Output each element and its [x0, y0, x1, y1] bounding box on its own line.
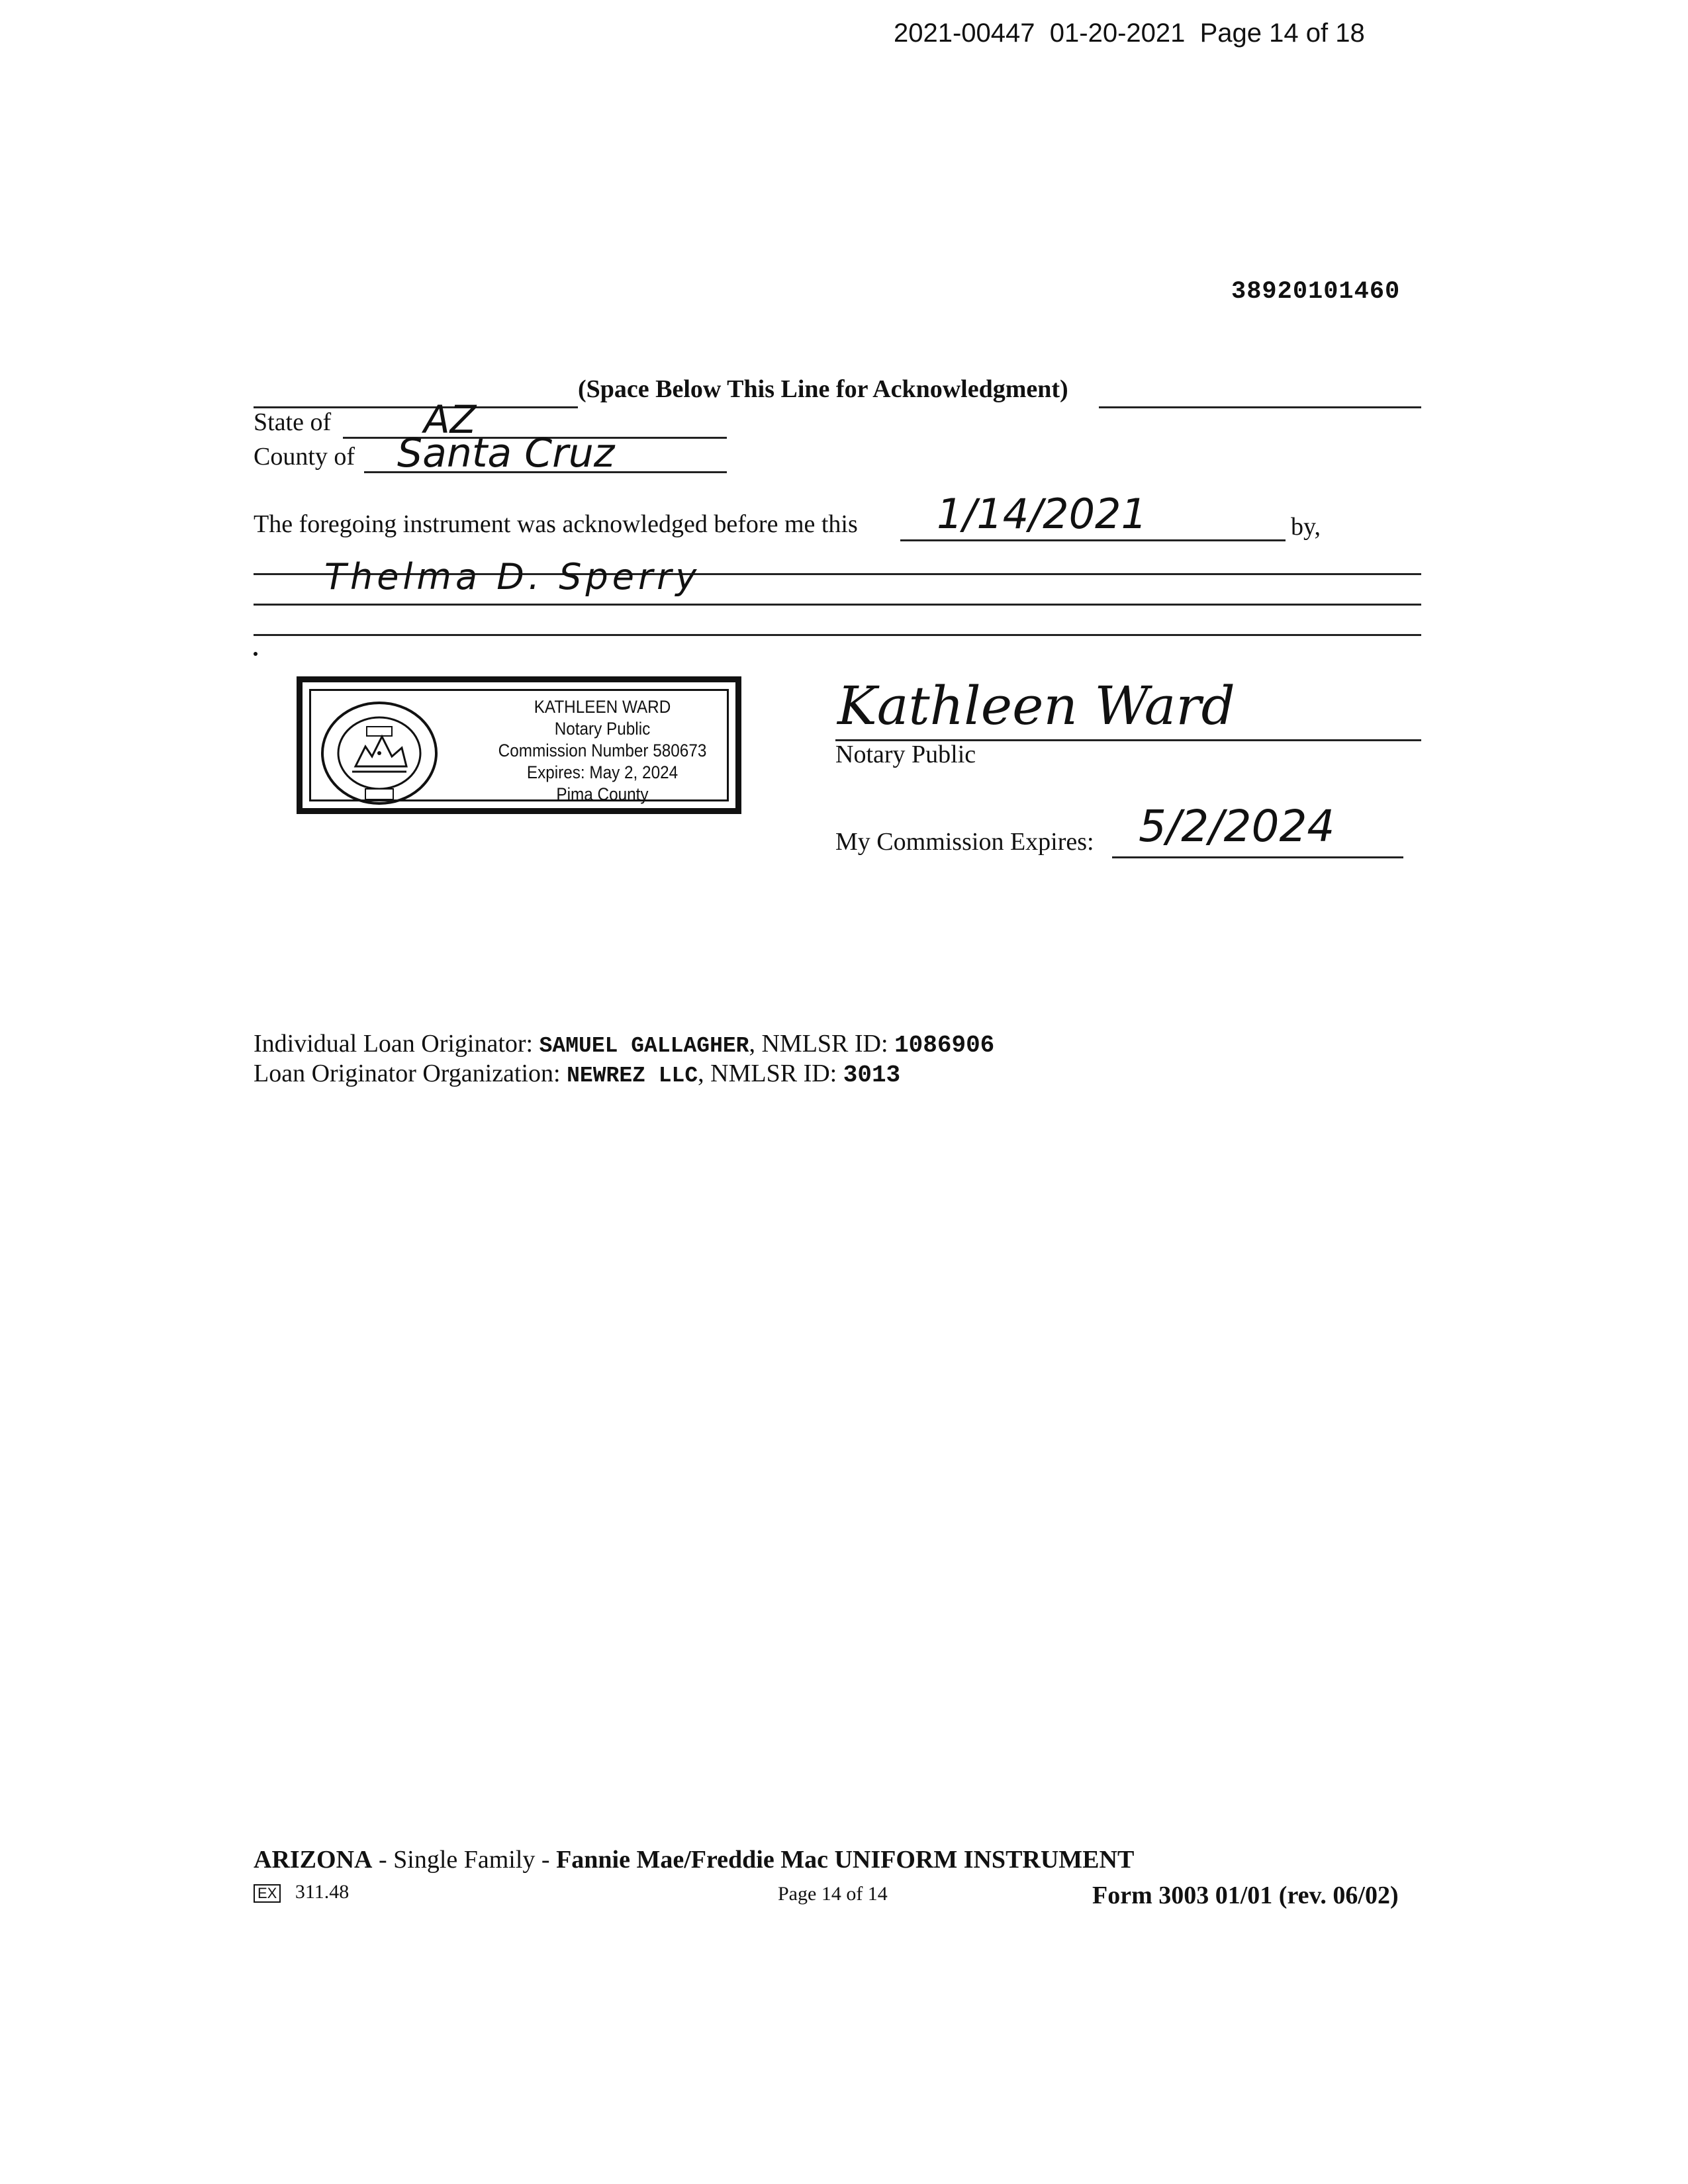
state-handwritten: AZ	[424, 397, 477, 442]
recording-page: Page 14 of 18	[1199, 19, 1365, 48]
recording-date: 01-20-2021	[1049, 19, 1186, 48]
recording-header	[894, 19, 1365, 48]
by-label: by,	[1291, 513, 1321, 541]
acknowledgment-heading: (Space Below This Line for Acknowledgment)	[578, 375, 1068, 403]
footer-state: ARIZONA	[254, 1846, 373, 1874]
signer-line-3	[254, 634, 1421, 636]
seal-inner-border	[309, 689, 729, 804]
signer-name-handwritten: Thelma D. Sperry	[324, 556, 701, 598]
footer-page: Page 14 of 14	[778, 1883, 888, 1905]
footer-title	[254, 1845, 1134, 1874]
org-nmlsr-label: , NMLSR ID:	[698, 1060, 837, 1087]
county-label: County of	[254, 443, 355, 471]
state-label: State of	[254, 408, 332, 436]
individual-originator-label: Individual Loan Originator:	[254, 1030, 534, 1058]
seal-notary-title: Notary Public	[554, 719, 651, 739]
footer-ex-code	[254, 1881, 349, 1903]
ex-logo-icon: EX	[254, 1884, 281, 1903]
notary-signature-handwritten: Kathleen Ward	[837, 675, 1235, 737]
commission-expires-label: My Commission Expires:	[835, 828, 1094, 856]
loan-number: 38920101460	[1231, 278, 1401, 306]
individual-nmlsr-label: , NMLSR ID:	[749, 1030, 888, 1058]
seal-notary-name: KATHLEEN WARD	[534, 697, 671, 717]
county-handwritten: Santa Cruz	[397, 430, 615, 477]
org-originator-name: NEWREZ LLC	[567, 1064, 698, 1088]
seal-text-block	[477, 696, 727, 805]
footer-separator: - Single Family -	[372, 1846, 557, 1874]
foregoing-text: The foregoing instrument was acknowledged before me this	[254, 510, 858, 538]
commission-expires-handwritten: 5/2/2024	[1139, 801, 1335, 852]
footer-form: Form 3003 01/01 (rev. 06/02)	[1092, 1882, 1399, 1909]
loan-originator-organization	[254, 1059, 900, 1089]
doc-number: 2021-00447	[894, 19, 1035, 48]
notary-public-label: Notary Public	[835, 741, 976, 768]
acknowledgment-date-handwritten: 1/14/2021	[937, 490, 1147, 538]
individual-nmlsr-id: 1086906	[894, 1032, 995, 1059]
individual-originator-name: SAMUEL GALLAGHER	[539, 1034, 749, 1058]
commission-expires-line	[1112, 856, 1403, 858]
seal-commission-number: Commission Number 580673	[498, 741, 707, 760]
footer-instrument: Fannie Mae/Freddie Mac UNIFORM INSTRUMENT	[556, 1846, 1135, 1874]
heading-rule-right	[1099, 406, 1421, 408]
individual-loan-originator	[254, 1029, 994, 1059]
seal-county: Pima County	[556, 784, 649, 804]
date-line	[900, 539, 1286, 541]
org-originator-label: Loan Originator Organization:	[254, 1060, 561, 1087]
arizona-state-seal-icon	[319, 700, 440, 806]
seal-expires: Expires: May 2, 2024	[526, 762, 679, 782]
org-nmlsr-id: 3013	[843, 1062, 901, 1089]
footer-ex-number: 311.48	[295, 1881, 350, 1903]
stray-dot	[254, 652, 258, 656]
signer-line-2	[254, 604, 1421, 606]
notary-seal-stamp	[297, 676, 741, 814]
